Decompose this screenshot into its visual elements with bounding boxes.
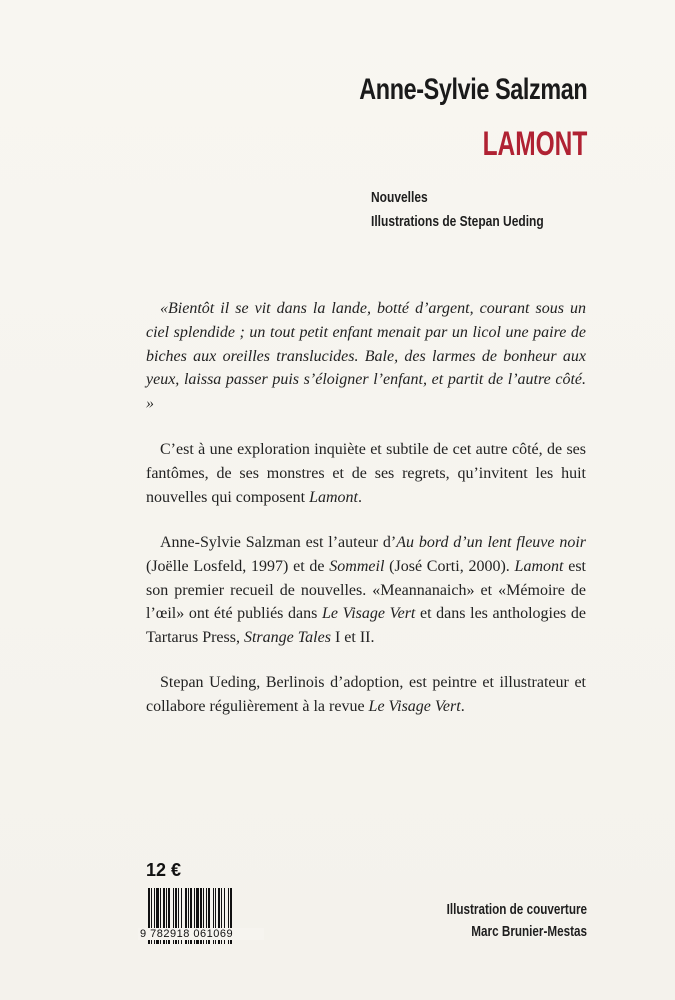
paragraph-text: I et II.	[330, 629, 375, 647]
quote-line: «Bientôt il se vit dans la lande, botté d’argent, courant sous	[160, 300, 564, 317]
quote-line: partit de l’autre côté. »	[146, 371, 587, 413]
paragraph-text: C’est à une exploration inquiète et subtile de cet autre côté, de ses fantômes, de ses monstres et de ses regrets, qu’invitent les huit nouvelles qui composent	[146, 441, 586, 506]
description-paragraph	[146, 438, 586, 509]
cover-credit-label: Illustration de couverture	[446, 901, 587, 918]
cover-credit-name: Marc Brunier-Mestas	[471, 923, 587, 940]
paragraph-text: .	[460, 697, 465, 715]
book-title-italic: Lamont	[309, 488, 358, 506]
work-title: Sommeil	[329, 557, 385, 575]
quote-excerpt	[146, 297, 586, 416]
work-title: Lamont	[514, 557, 564, 575]
work-title: Le Visage Vert	[368, 697, 461, 715]
author-name: Anne-Sylvie Salzman	[359, 73, 587, 106]
work-title: Strange Tales	[243, 629, 331, 647]
paragraph-text: (José Corti, 2000).	[384, 557, 515, 575]
illustrations-credit: Illustrations de Stepan Ueding	[371, 213, 544, 230]
cover-credit	[407, 899, 587, 943]
genre-label: Nouvelles	[371, 189, 428, 206]
illustrator-bio-paragraph	[146, 671, 586, 719]
paragraph-text: Stepan Ueding, Berlinois d’adoption, est peintre et illustrateur et collabore régulièrement à la revue	[146, 674, 586, 715]
work-title: Le Visage Vert	[321, 605, 416, 623]
paragraph-text: et dans les anthologies de Tartarus Press,	[146, 605, 587, 647]
paragraph-text: (Joëlle Losfeld, 1997) et de	[146, 557, 330, 575]
author-bio-paragraph	[146, 531, 586, 650]
paragraph-text: Anne-Sylvie Salzman est l’auteur d’	[160, 534, 397, 551]
quote-line: un ciel splendide ; un tout petit enfant menait par un licol une	[146, 300, 586, 341]
price-label: 12 €	[146, 860, 182, 880]
barcode-digits: 9 782918 061069	[138, 928, 264, 940]
quote-line: paire de biches aux oreilles translucides. Bale, des larmes de	[146, 323, 587, 365]
paragraph-text: .	[358, 488, 362, 506]
book-title: LAMONT	[482, 125, 587, 163]
work-title: Au bord d’un lent fleuve noir	[396, 534, 587, 551]
quote-line: bonheur aux yeux, laissa passer puis s’éloigner l’enfant, et	[146, 347, 586, 389]
header	[295, 72, 587, 164]
paragraph-text: est son premier recueil de nouvelles. «Meannanaich» et «Mémoire de l’œil» ont été publiés dans	[146, 557, 586, 623]
